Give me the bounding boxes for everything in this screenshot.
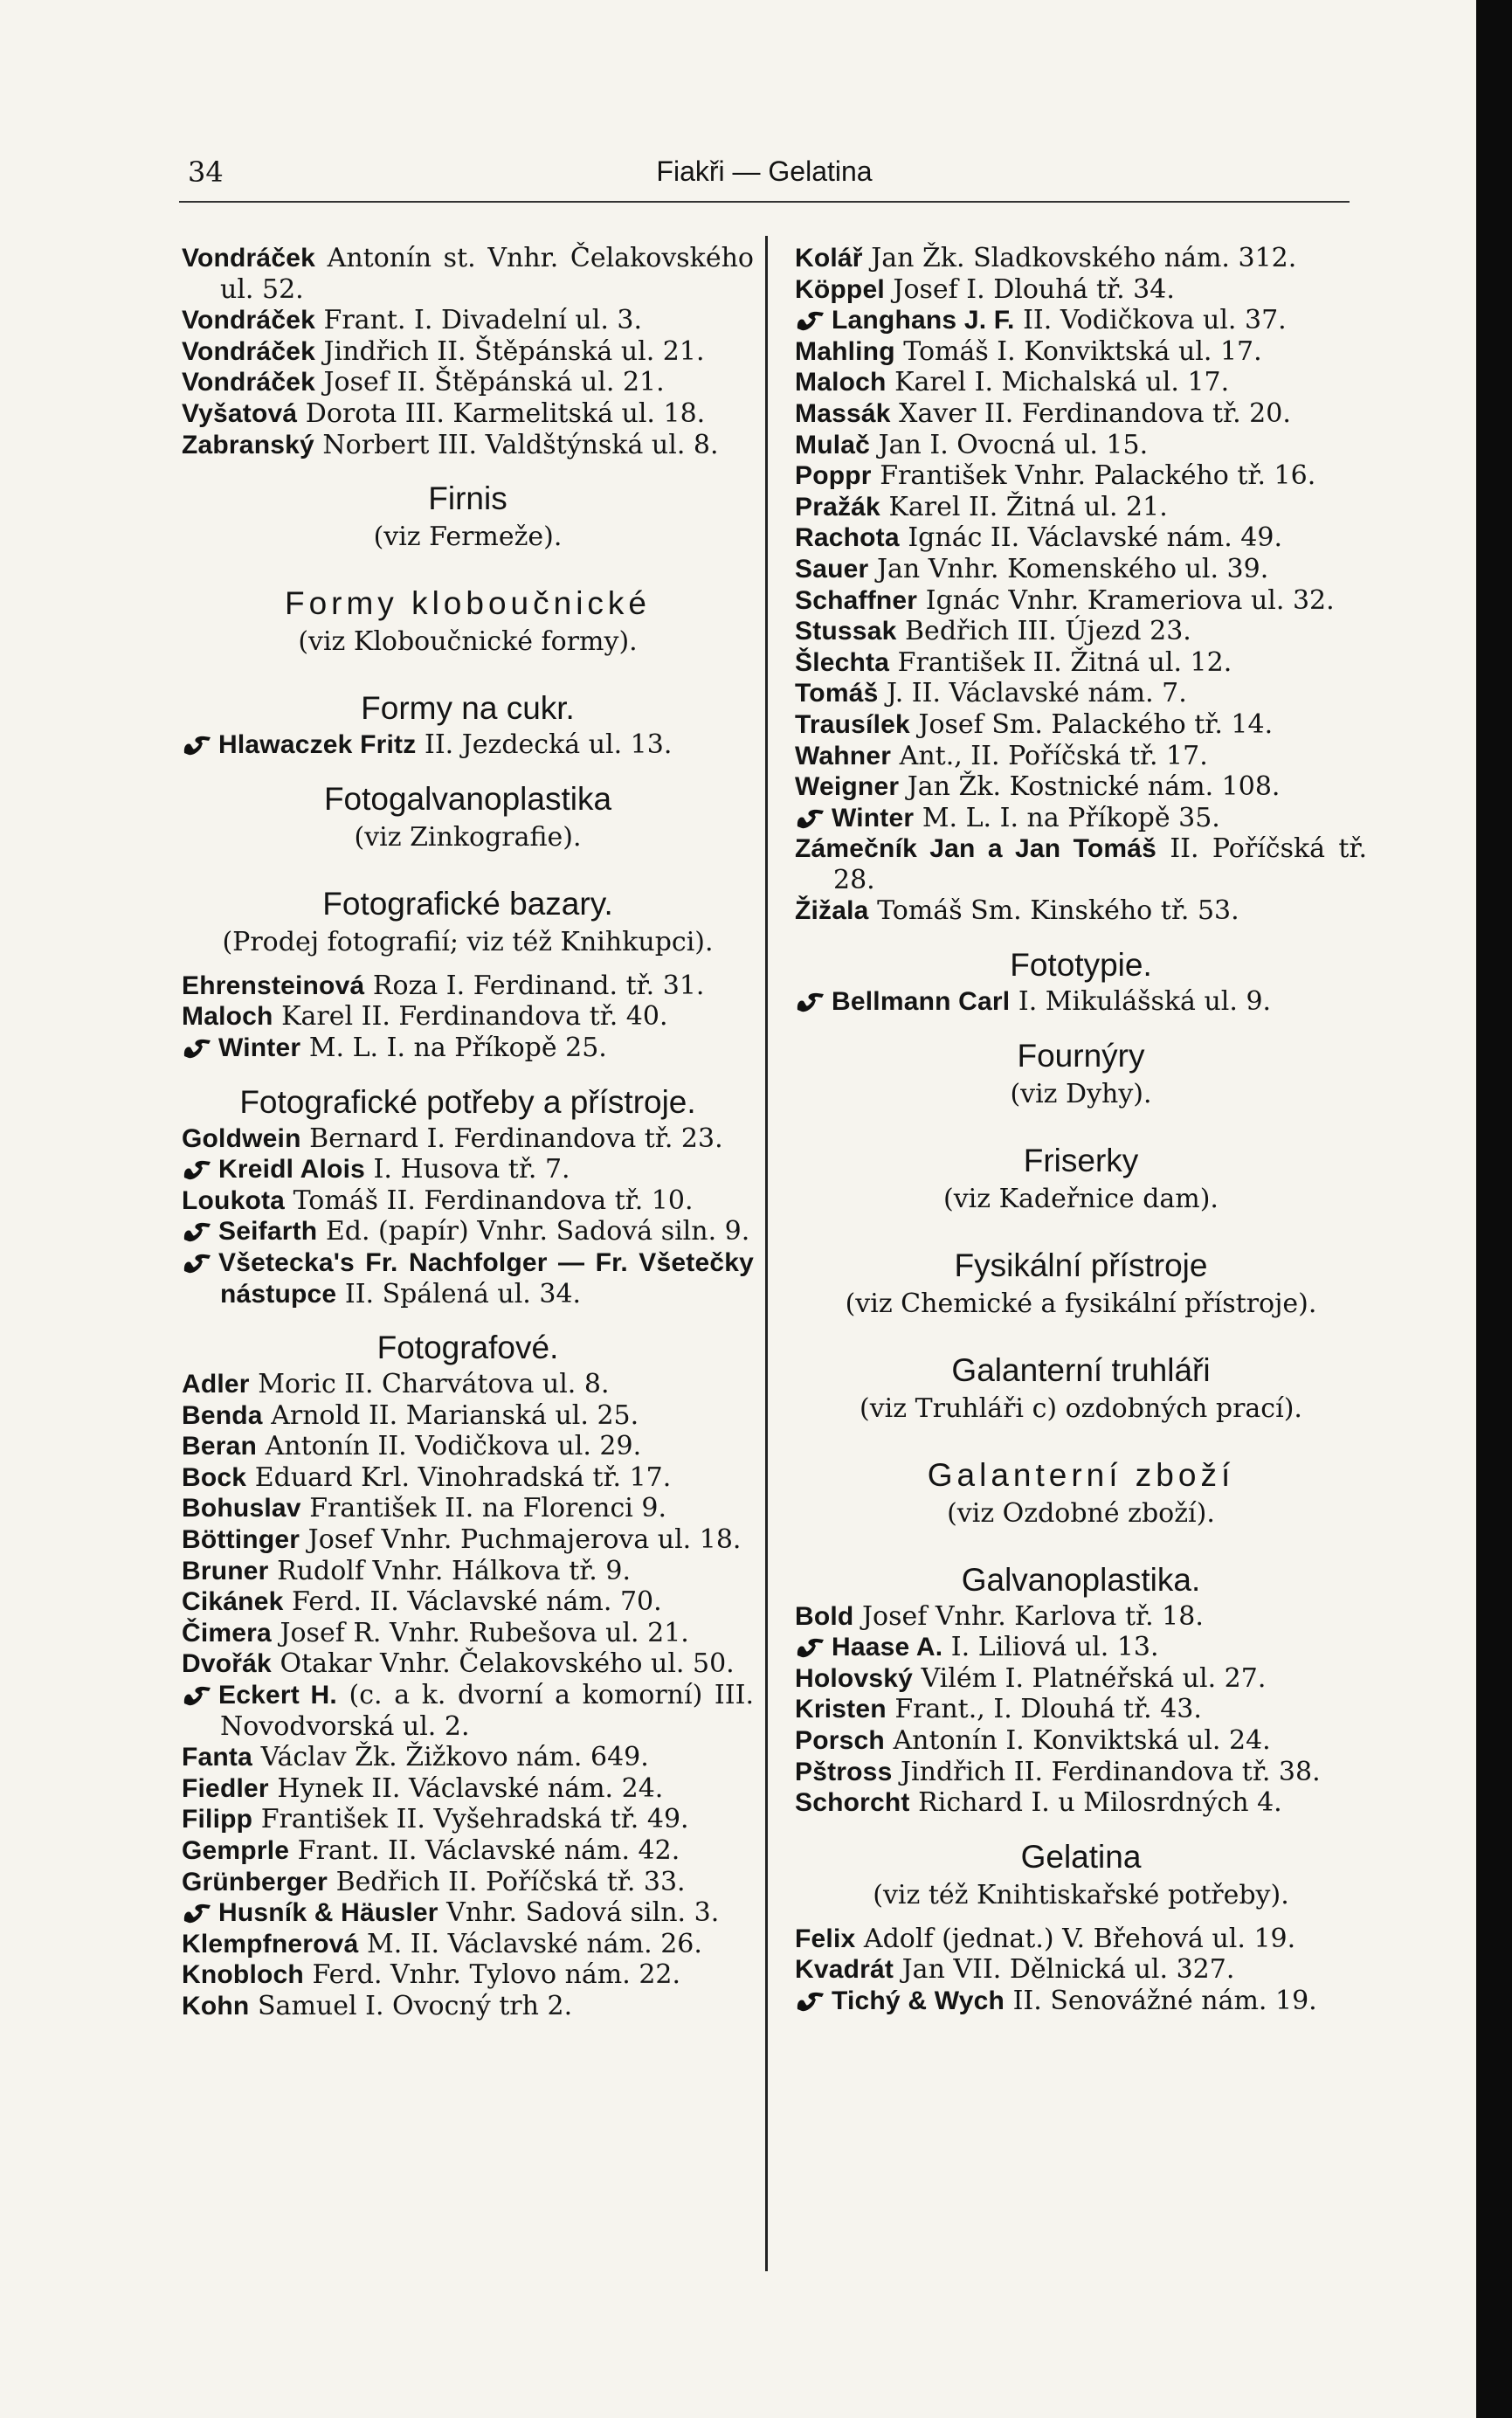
section-gap — [182, 555, 754, 565]
directory-entry — [795, 741, 1367, 772]
directory-entry — [182, 1680, 754, 1742]
entry-name: Filipp — [182, 1805, 253, 1834]
entry-address: Bedřich III. Újezd 23. — [905, 616, 1191, 647]
entry-address: František II. Žitná ul. 12. — [897, 646, 1232, 678]
entry-name: Beran — [182, 1432, 258, 1461]
entry-name: Hlawaczek Fritz — [218, 730, 417, 760]
directory-entry — [182, 1773, 754, 1805]
section-heading: Fotografické potřeby a přístroje. — [239, 1083, 696, 1120]
entry-name: Vondráček — [182, 306, 315, 335]
page-edge-shadow — [1476, 0, 1512, 2418]
entry-address: II. Senovážné nám. 19. — [1012, 1986, 1317, 2016]
directory-entry — [182, 1867, 754, 1898]
cross-reference: (viz Chemické a fysikální přístroje). — [845, 1288, 1317, 1319]
directory-entry — [182, 243, 754, 305]
column-divider — [765, 236, 768, 2271]
entry-name: Trausílek — [795, 709, 910, 739]
entry-address: Ferd. II. Václavské nám. 70. — [292, 1586, 662, 1618]
entry-address: František II. na Florenci 9. — [309, 1493, 667, 1524]
entry-address: Tomáš II. Ferdinandova tř. 10. — [293, 1185, 694, 1216]
directory-entry — [795, 1632, 1367, 1663]
telephone-icon — [795, 309, 826, 332]
directory-entry — [182, 1959, 754, 1991]
directory-entry — [182, 1556, 754, 1587]
entry-name: Mahling — [795, 336, 895, 366]
section-gap — [795, 1112, 1367, 1123]
entry-name: Kreidl Alois — [218, 1155, 365, 1185]
directory-entry — [182, 971, 754, 1002]
entry-address: II. Jezdecká ul. 13. — [424, 729, 673, 761]
entry-address: Ferd. Vnhr. Tylovo nám. 22. — [312, 1959, 681, 1991]
section-heading: Gelatina — [1020, 1838, 1142, 1875]
entry-address: Josef Sm. Palackého tř. 14. — [918, 708, 1274, 740]
telephone-icon — [795, 991, 826, 1013]
entry-name: Ehrensteinová — [182, 971, 365, 1000]
directory-entry — [182, 1185, 754, 1217]
section-heading: Fotografické bazary. — [322, 885, 613, 922]
section-heading: Formy kloboučnické — [284, 585, 651, 622]
cross-reference: (viz Ozdobné zboží). — [947, 1497, 1215, 1529]
entry-address: Antonín II. Vodičkova ul. 29. — [265, 1431, 642, 1462]
entry-name: Šlechta — [795, 647, 890, 677]
directory-entry — [795, 585, 1367, 617]
entry-address: Jindřich II. Štěpánská ul. 21. — [323, 335, 705, 367]
directory-entry — [182, 1216, 754, 1247]
entry-name: Felix — [795, 1924, 856, 1953]
entry-address: Tomáš Sm. Kinského tř. 53. — [877, 895, 1239, 927]
entry-address: Jan VII. Dělnická ul. 327. — [901, 1954, 1235, 1986]
entry-name: Eckert H. — [218, 1681, 337, 1710]
directory-entry — [795, 336, 1367, 368]
cross-reference: (viz Kadeřnice dam). — [943, 1183, 1219, 1214]
entry-name: Benda — [182, 1400, 263, 1430]
entry-name: Vondráček — [182, 368, 315, 397]
section-heading: Fotografové. — [376, 1330, 559, 1366]
telephone-icon — [795, 1990, 826, 2013]
directory-entry — [795, 986, 1367, 1018]
directory-entry — [182, 1247, 754, 1309]
entry-name: Bruner — [182, 1556, 269, 1586]
entry-address: Tomáš I. Konviktská ul. 17. — [903, 335, 1262, 367]
left-column — [182, 243, 754, 2022]
entry-name: Vyšatová — [182, 398, 298, 428]
directory-entry — [182, 1648, 754, 1680]
entry-name: Stussak — [795, 617, 897, 646]
entry-name: Kristen — [795, 1695, 887, 1724]
cross-reference: (viz Dyhy). — [1010, 1078, 1152, 1109]
entry-name: Tichý & Wych — [832, 1986, 1005, 2015]
entry-address: Frant., I. Dlouhá tř. 43. — [894, 1694, 1202, 1725]
cross-reference: (viz též Knihtiskařské potřeby). — [873, 1879, 1289, 1910]
directory-entry — [795, 895, 1367, 927]
entry-name: Cikánek — [182, 1587, 284, 1617]
entry-name: Weigner — [795, 772, 900, 802]
entry-name: Vondráček — [182, 336, 315, 366]
entry-address: Josef II. Štěpánská ul. 21. — [323, 367, 665, 398]
entry-address: František Vnhr. Palackého tř. 16. — [880, 460, 1316, 492]
entry-address: Josef R. Vnhr. Rubešova ul. 21. — [280, 1617, 689, 1648]
entry-name: Pražák — [795, 492, 880, 522]
entry-address: Karel II. Ferdinandova tř. 40. — [281, 1001, 668, 1033]
section-gap — [182, 855, 754, 866]
entry-address: Vilém I. Platnéřská ul. 27. — [921, 1662, 1267, 1694]
entry-name: Bellmann Carl — [832, 987, 1011, 1017]
directory-entry — [795, 1986, 1367, 2017]
entry-address: Jan Vnhr. Komenského ul. 39. — [876, 553, 1269, 584]
entry-name: Kolář — [795, 244, 863, 273]
directory-entry — [182, 1462, 754, 1494]
entry-name: Adler — [182, 1370, 250, 1399]
entry-name: Fanta — [182, 1743, 253, 1772]
directory-entry — [795, 243, 1367, 274]
directory-entry — [795, 1757, 1367, 1788]
section-heading: Fototypie. — [1010, 947, 1152, 984]
cross-reference: (viz Truhláři c) ozdobných prací). — [860, 1392, 1302, 1424]
section-gap — [795, 1427, 1367, 1437]
telephone-icon — [795, 1636, 826, 1659]
entry-name: Tomáš — [795, 679, 879, 708]
entry-name: Loukota — [182, 1185, 286, 1215]
entry-address: František II. Vyšehradská tř. 49. — [260, 1804, 689, 1835]
section-gap — [795, 1322, 1367, 1332]
entry-name: Vondráček — [182, 244, 315, 273]
telephone-icon — [795, 807, 826, 830]
directory-entry — [795, 554, 1367, 585]
directory-entry — [795, 522, 1367, 554]
entry-name: Schaffner — [795, 585, 918, 615]
entry-address: Norbert III. Valdštýnská ul. 8. — [322, 429, 719, 460]
entry-address: Jindřich II. Ferdinandova tř. 38. — [901, 1756, 1321, 1787]
directory-entry — [795, 616, 1367, 647]
entry-name: Bold — [795, 1601, 854, 1631]
section-gap — [182, 960, 754, 971]
entry-address: Dorota III. Karmelitská ul. 18. — [305, 397, 706, 429]
section-gap — [795, 1217, 1367, 1227]
directory-entry — [182, 367, 754, 398]
entry-name: Seifarth — [218, 1217, 318, 1247]
directory-entry — [182, 305, 754, 336]
directory-entry — [795, 771, 1367, 803]
entry-address: Jan Žk. Sladkovského nám. 312. — [871, 243, 1297, 273]
directory-entry — [795, 430, 1367, 461]
entry-address: I. Mikulášská ul. 9. — [1018, 986, 1272, 1018]
directory-entry — [182, 1033, 754, 1064]
entry-address: Antonín st. Vnhr. Čelakovského ul. 52. — [220, 243, 754, 305]
entry-name: Husník & Häusler — [218, 1898, 438, 1928]
telephone-icon — [182, 1158, 213, 1181]
telephone-icon — [182, 734, 213, 756]
entry-name: Žižala — [795, 896, 869, 926]
entry-name: Langhans J. F. — [832, 306, 1015, 335]
entry-name: Mulač — [795, 430, 871, 459]
right-column — [795, 243, 1367, 2017]
entry-address: Otakar Vnhr. Čelakovského ul. 50. — [280, 1648, 735, 1680]
entry-name: Maloch — [795, 368, 887, 397]
entry-address: Ed. (papír) Vnhr. Sadová siln. 9. — [325, 1216, 750, 1247]
entry-name: Sauer — [795, 554, 869, 584]
entry-name: Bohuslav — [182, 1494, 301, 1523]
directory-entry — [182, 729, 754, 761]
section-gap — [182, 660, 754, 670]
telephone-icon — [182, 1902, 213, 1924]
directory-entry — [795, 1924, 1367, 1955]
entry-address: Josef Vnhr. Puchmajerova ul. 18. — [307, 1524, 742, 1556]
entry-address: Adolf (jednat.) V. Břehová ul. 19. — [863, 1923, 1296, 1954]
cross-reference: (viz Zinkografie). — [354, 821, 582, 853]
entry-address: Karel II. Žitná ul. 21. — [888, 491, 1168, 522]
entry-name: Winter — [832, 803, 915, 832]
directory-entry — [182, 1493, 754, 1524]
entry-name: Köppel — [795, 274, 885, 304]
entry-address: J. II. Václavské nám. 7. — [887, 678, 1187, 709]
directory-entry — [795, 1954, 1367, 1986]
entry-address: I. Husova tř. 7. — [373, 1154, 570, 1185]
section-heading: Fournýry — [1017, 1037, 1145, 1074]
directory-entry — [795, 492, 1367, 523]
directory-entry — [182, 1991, 754, 2022]
entry-name: Poppr — [795, 461, 872, 491]
directory-entry — [795, 833, 1367, 895]
entry-address: Jan Žk. Kostnické nám. 108. — [907, 771, 1281, 803]
directory-entry — [182, 1618, 754, 1649]
entry-name: Wahner — [795, 741, 892, 770]
entry-name: Zámečník Jan a Jan Tomáš — [795, 834, 1157, 864]
directory-entry — [182, 1400, 754, 1432]
entry-address: Eduard Krl. Vinohradská tř. 17. — [254, 1461, 672, 1493]
entry-name: Všetecka's Fr. Nachfolger — Fr. Všetečky nástupce — [218, 1247, 754, 1309]
directory-entry — [795, 1663, 1367, 1695]
directory-entry — [795, 367, 1367, 398]
page-number: 34 — [188, 155, 224, 189]
directory-entry — [182, 1154, 754, 1185]
entry-name: Čimera — [182, 1618, 272, 1648]
entry-name: Gemprle — [182, 1836, 290, 1865]
entry-address: Karel I. Michalská ul. 17. — [894, 367, 1230, 398]
section-heading: Galanterní zboží — [927, 1456, 1235, 1493]
telephone-icon — [182, 1220, 213, 1243]
entry-address: M. L. I. na Příkopě 35. — [922, 802, 1220, 833]
telephone-icon — [182, 1037, 213, 1060]
entry-address: Bernard I. Ferdinandova tř. 23. — [309, 1123, 723, 1154]
entry-name: Holovský — [795, 1663, 913, 1693]
entry-address: Frant. I. Divadelní ul. 3. — [323, 305, 643, 336]
entry-address: II. Spálená ul. 34. — [344, 1278, 582, 1309]
entry-name: Pštross — [795, 1757, 893, 1786]
entry-address: Ignác II. Václavské nám. 49. — [908, 522, 1283, 554]
entry-name: Haase A. — [832, 1633, 943, 1662]
entry-name: Bock — [182, 1462, 247, 1492]
cross-reference: (viz Kloboučnické formy). — [298, 626, 638, 658]
entry-name: Zabranský — [182, 430, 314, 459]
entry-address: Arnold II. Marianská ul. 25. — [271, 1399, 639, 1431]
telephone-icon — [182, 1684, 213, 1707]
entry-address: Jan I. Ovocná ul. 15. — [878, 429, 1149, 460]
entry-name: Schorcht — [795, 1788, 910, 1818]
directory-entry — [795, 460, 1367, 492]
entry-name: Kvadrát — [795, 1955, 894, 1985]
entry-address: Ignác Vnhr. Krameriova ul. 32. — [925, 584, 1335, 616]
telephone-icon — [182, 1252, 213, 1275]
section-heading: Galvanoplastika. — [961, 1561, 1201, 1598]
section-gap — [795, 1913, 1367, 1924]
directory-entry — [795, 398, 1367, 430]
directory-entry — [182, 1586, 754, 1618]
directory-entry — [795, 305, 1367, 336]
entry-address: M. II. Václavské nám. 26. — [367, 1928, 702, 1959]
directory-entry — [182, 336, 754, 368]
directory-entry — [182, 1804, 754, 1835]
entry-address: II. Poříčská tř. 28. — [833, 833, 1367, 895]
entry-name: Knobloch — [182, 1960, 304, 1990]
entry-address: Samuel I. Ovocný trh 2. — [258, 1990, 573, 2021]
entry-address: Antonín I. Konviktská ul. 24. — [893, 1725, 1271, 1757]
entry-address: Frant. II. Václavské nám. 42. — [297, 1835, 680, 1866]
cross-reference: (viz Fermeže). — [373, 522, 563, 553]
entry-address: Václav Žk. Žižkovo nám. 649. — [260, 1742, 649, 1773]
entry-name: Grünberger — [182, 1867, 328, 1896]
entry-address: Bedřich II. Poříčská tř. 33. — [335, 1866, 686, 1897]
directory-entry — [182, 1929, 754, 1960]
directory-entry — [795, 274, 1367, 306]
directory-entry — [182, 398, 754, 430]
header-rule — [179, 201, 1350, 203]
entry-address: Vnhr. Sadová siln. 3. — [446, 1897, 720, 1929]
section-heading: Galanterní truhláři — [951, 1351, 1211, 1388]
section-heading: Formy na cukr. — [361, 690, 575, 727]
entry-address: Richard I. u Milosrdných 4. — [918, 1787, 1282, 1819]
directory-entry — [795, 803, 1367, 834]
directory-entry — [795, 709, 1367, 741]
directory-entry — [182, 1001, 754, 1033]
entry-address: Moric II. Charvátova ul. 8. — [258, 1369, 610, 1400]
directory-entry — [795, 1787, 1367, 1819]
entry-address: Josef Vnhr. Karlova tř. 18. — [862, 1600, 1204, 1632]
directory-entry — [795, 647, 1367, 679]
running-title: Fiakři — Gelatina — [656, 155, 873, 187]
page-header — [179, 155, 1350, 199]
entry-name: Klempfnerová — [182, 1929, 359, 1959]
entry-name: Massák — [795, 398, 891, 428]
directory-entry — [182, 1524, 754, 1556]
entry-name: Dvořák — [182, 1649, 272, 1679]
entry-name: Rachota — [795, 523, 900, 553]
entry-name: Maloch — [182, 1002, 273, 1032]
directory-entry — [795, 1725, 1367, 1757]
directory-entry — [182, 1742, 754, 1773]
entry-name: Winter — [218, 1033, 301, 1062]
section-heading: Fysikální přístroje — [954, 1247, 1208, 1283]
directory-entry — [182, 430, 754, 461]
entry-address: I. Liliová ul. 13. — [950, 1632, 1159, 1663]
directory-entry — [182, 1431, 754, 1462]
directory-entry — [182, 1897, 754, 1929]
entry-name: Fiedler — [182, 1773, 269, 1803]
entry-name: Böttinger — [182, 1525, 300, 1555]
entry-address: (c. a k. dvorní a komorní) III. Novodvorská ul. 2. — [220, 1680, 754, 1742]
cross-reference: (Prodej fotografií; viz též Knihkupci). — [222, 926, 714, 957]
section-gap — [795, 1531, 1367, 1542]
entry-address: Xaver II. Ferdinandova tř. 20. — [899, 397, 1291, 429]
directory-entry — [182, 1369, 754, 1400]
entry-address: Rudolf Vnhr. Hálkova tř. 9. — [277, 1555, 631, 1586]
section-heading: Fotogalvanoplastika — [323, 780, 612, 817]
directory-entry — [182, 1123, 754, 1155]
section-heading: Firnis — [428, 480, 507, 517]
entry-name: Porsch — [795, 1726, 885, 1756]
entry-address: Roza I. Ferdinand. tř. 31. — [372, 970, 705, 1001]
entry-name: Goldwein — [182, 1123, 301, 1153]
entry-address: Hynek II. Václavské nám. 24. — [277, 1772, 664, 1804]
directory-entry — [182, 1835, 754, 1867]
directory-entry — [795, 678, 1367, 709]
entry-address: M. L. I. na Příkopě 25. — [308, 1032, 607, 1063]
entry-address: II. Vodičkova ul. 37. — [1023, 305, 1287, 336]
directory-entry — [795, 1694, 1367, 1725]
directory-entry — [795, 1601, 1367, 1633]
entry-address: Ant., II. Poříčská tř. 17. — [899, 740, 1208, 771]
section-heading: Friserky — [1023, 1142, 1139, 1178]
entry-address: Josef I. Dlouhá tř. 34. — [893, 273, 1175, 305]
entry-name: Kohn — [182, 1991, 250, 2021]
